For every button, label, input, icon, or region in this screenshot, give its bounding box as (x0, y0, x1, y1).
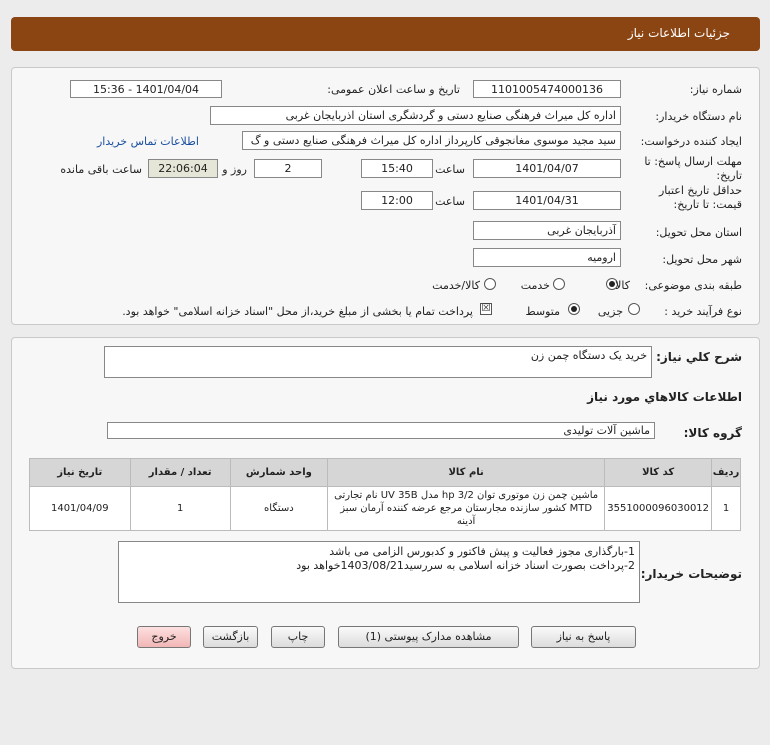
view-attachments-button[interactable]: مشاهده مدارک پیوستی (1) (338, 626, 519, 648)
cell-name: ماشین چمن زن موتوری توان hp 3/2 مدل UV 35B نام تجارتی MTD کشور سازنده مجارستان مرجع عرضه کننده آرمان سبز آدینه (328, 487, 605, 531)
cell-code: 3551000096030012 (605, 487, 712, 531)
buyer-label: نام دستگاه خریدار: (655, 110, 742, 123)
table-row (30, 487, 741, 531)
need-number-label: شماره نیاز: (689, 83, 742, 96)
remaining-time-field: 22:06:04 (148, 159, 218, 178)
back-button[interactable]: بازگشت (203, 626, 258, 648)
general-desc-label: شرح کلي نياز: (656, 350, 742, 364)
announce-field: 1401/04/04 - 15:36 (70, 80, 222, 98)
treasury-payment-checkbox[interactable]: ☒ (481, 303, 491, 314)
col-row: ردیف (712, 459, 741, 487)
need-number-field: 1101005474000136 (473, 80, 621, 98)
category-service-radio[interactable] (553, 278, 565, 290)
purchase-minor-label: جزیی (597, 305, 623, 318)
page-header (11, 17, 760, 51)
days-label: روز و (222, 163, 247, 176)
city-label: شهر محل تحویل: (662, 253, 742, 266)
goods-group-label: گروه کالا: (683, 426, 742, 440)
col-unit: واحد شمارش (230, 459, 327, 487)
cell-unit: دستگاه (230, 487, 327, 531)
purchase-type-label: نوع فرآیند خرید : (664, 305, 742, 318)
buyer-field: اداره کل میراث فرهنگی صنایع دستی و گردشگری استان اذربایجان غربی (210, 106, 621, 125)
validity-date-field: 1401/04/31 (473, 191, 621, 210)
col-code: کد کالا (605, 459, 712, 487)
buyer-notes-field (118, 541, 640, 603)
creator-field: سید مجید موسوی مغانجوقی کارپرداز اداره کل میراث فرهنگی صنایع دستی و گ (242, 131, 621, 150)
category-label: طبقه بندی موضوعی: (644, 279, 742, 292)
validity-time-field: 12:00 (361, 191, 433, 210)
reply-button[interactable]: پاسخ به نیاز (531, 626, 636, 648)
buyer-note-line-2: 2-پرداخت بصورت اسناد خزانه اسلامی به سررسید1403/08/21خواهد بود (296, 559, 635, 572)
deadline-time-label: ساعت (435, 163, 465, 176)
cell-date: 1401/04/09 (30, 487, 131, 531)
announce-label: تاریخ و ساعت اعلان عمومی: (327, 83, 460, 96)
city-field: ارومیه (473, 248, 621, 267)
col-qty: تعداد / مقدار (130, 459, 230, 487)
days-field: 2 (254, 159, 322, 178)
page-title: جزئیات اطلاعات نیاز (627, 26, 730, 40)
goods-table (29, 458, 741, 531)
col-date: تاریخ نیاز (30, 459, 131, 487)
goods-info-title: اطلاعات کالاهاي مورد نياز (587, 390, 742, 404)
category-goods-service-radio[interactable] (484, 278, 496, 290)
contact-buyer-link[interactable]: اطلاعات تماس خریدار (97, 135, 199, 148)
remaining-label: ساعت باقی مانده (60, 163, 142, 176)
creator-label: ایجاد کننده درخواست: (640, 135, 742, 148)
province-field: آذربایجان غربی (473, 221, 621, 240)
category-service-label: خدمت (520, 279, 550, 292)
purchase-medium-label: متوسط (525, 305, 560, 318)
purchase-medium-radio[interactable] (568, 303, 580, 315)
deadline-label: مهلت ارسال پاسخ: تا تاریخ: (644, 155, 742, 182)
buyer-notes-label: توضیحات خریدار: (640, 567, 742, 581)
buyer-note-line-1: 1-بارگذاری مجوز فعالیت و پیش فاکتور و کدبورس الزامی می باشد (329, 545, 635, 558)
print-button[interactable]: چاپ (271, 626, 325, 648)
category-goods-label: کالا (615, 279, 630, 292)
deadline-time-field: 15:40 (361, 159, 433, 178)
general-desc-field: خرید یک دستگاه چمن زن (104, 346, 652, 378)
category-goods-service-label: کالا/خدمت (432, 279, 480, 292)
province-label: استان محل تحویل: (655, 226, 742, 239)
payment-note: پرداخت تمام یا بخشی از مبلغ خرید،از محل "اسناد خزانه اسلامی" خواهد بود. (122, 305, 473, 318)
cell-row: 1 (712, 487, 741, 531)
goods-group-field: ماشین آلات تولیدی (107, 422, 655, 439)
col-name: نام کالا (328, 459, 605, 487)
validity-label: حداقل تاریخ اعتبار قیمت: تا تاریخ: (658, 184, 742, 211)
exit-button[interactable]: خروج (137, 626, 191, 648)
purchase-minor-radio[interactable] (628, 303, 640, 315)
validity-time-label: ساعت (435, 195, 465, 208)
deadline-date-field: 1401/04/07 (473, 159, 621, 178)
cell-qty: 1 (130, 487, 230, 531)
